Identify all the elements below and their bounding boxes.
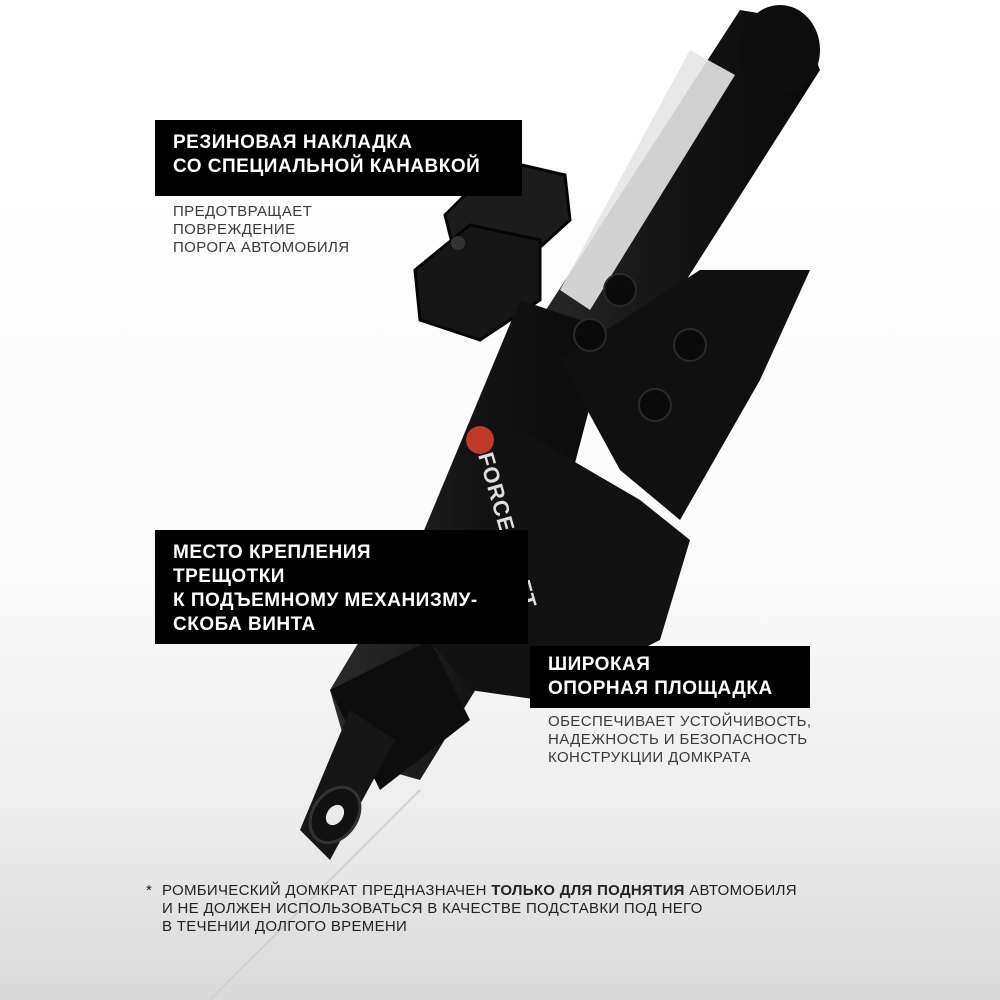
rivet-icon bbox=[604, 274, 636, 306]
description-line: НАДЕЖНОСТЬ И БЕЗОПАСНОСТЬ bbox=[548, 731, 808, 748]
pad-hole-icon bbox=[451, 236, 465, 250]
rivet-icon bbox=[674, 329, 706, 361]
callout-title-line: СКОБА ВИНТА bbox=[173, 614, 316, 635]
description-line: ОБЕСПЕЧИВАЕТ УСТОЙЧИВОСТЬ, bbox=[548, 713, 812, 730]
description-base-plate bbox=[548, 713, 811, 767]
description-line: ПОВРЕЖДЕНИЕ bbox=[173, 221, 296, 238]
callout-title-line: МЕСТО КРЕПЛЕНИЯ bbox=[173, 542, 372, 563]
description-line: ПРЕДОТВРАЩАЕТ bbox=[173, 203, 313, 220]
callout-rubber-pad bbox=[155, 120, 522, 196]
description-rubber-pad bbox=[173, 203, 350, 257]
jack-top-pivot bbox=[740, 5, 820, 95]
footnote-line-2: И НЕ ДОЛЖЕН ИСПОЛЬЗОВАТЬСЯ В КАЧЕСТВЕ ПОДСТАВКИ ПОД НЕГО bbox=[162, 900, 703, 917]
callout-base-plate bbox=[530, 646, 810, 708]
callout-title-line: ТРЕЩОТКИ bbox=[173, 566, 285, 587]
footnote-marker: * bbox=[146, 882, 153, 899]
footnote-bold-text: ТОЛЬКО ДЛЯ ПОДНЯТИЯ bbox=[491, 882, 685, 899]
callout-title-line: РЕЗИНОВАЯ НАКЛАДКА bbox=[173, 132, 413, 153]
callout-ratchet-mount bbox=[155, 530, 528, 644]
footnote-line-1 bbox=[162, 882, 797, 900]
footnote-line-3: В ТЕЧЕНИИ ДОЛГОГО ВРЕМЕНИ bbox=[162, 918, 408, 935]
footnote-text: АВТОМОБИЛЯ bbox=[684, 882, 797, 899]
footnote bbox=[146, 882, 797, 936]
callout-title-line: ШИРОКАЯ bbox=[548, 654, 651, 675]
footnote-text: РОМБИЧЕСКИЙ ДОМКРАТ ПРЕДНАЗНАЧЕН bbox=[162, 882, 492, 899]
rivet-icon bbox=[639, 389, 671, 421]
callout-title-line: ОПОРНАЯ ПЛОЩАДКА bbox=[548, 678, 773, 699]
callout-title-line: К ПОДЪЕМНОМУ МЕХАНИЗМУ- bbox=[173, 590, 478, 611]
description-line: ПОРОГА АВТОМОБИЛЯ bbox=[173, 239, 350, 256]
callout-title-line: СО СПЕЦИАЛЬНОЙ КАНАВКОЙ bbox=[173, 156, 481, 177]
rivet-icon bbox=[574, 319, 606, 351]
description-line: КОНСТРУКЦИИ ДОМКРАТА bbox=[548, 749, 751, 766]
